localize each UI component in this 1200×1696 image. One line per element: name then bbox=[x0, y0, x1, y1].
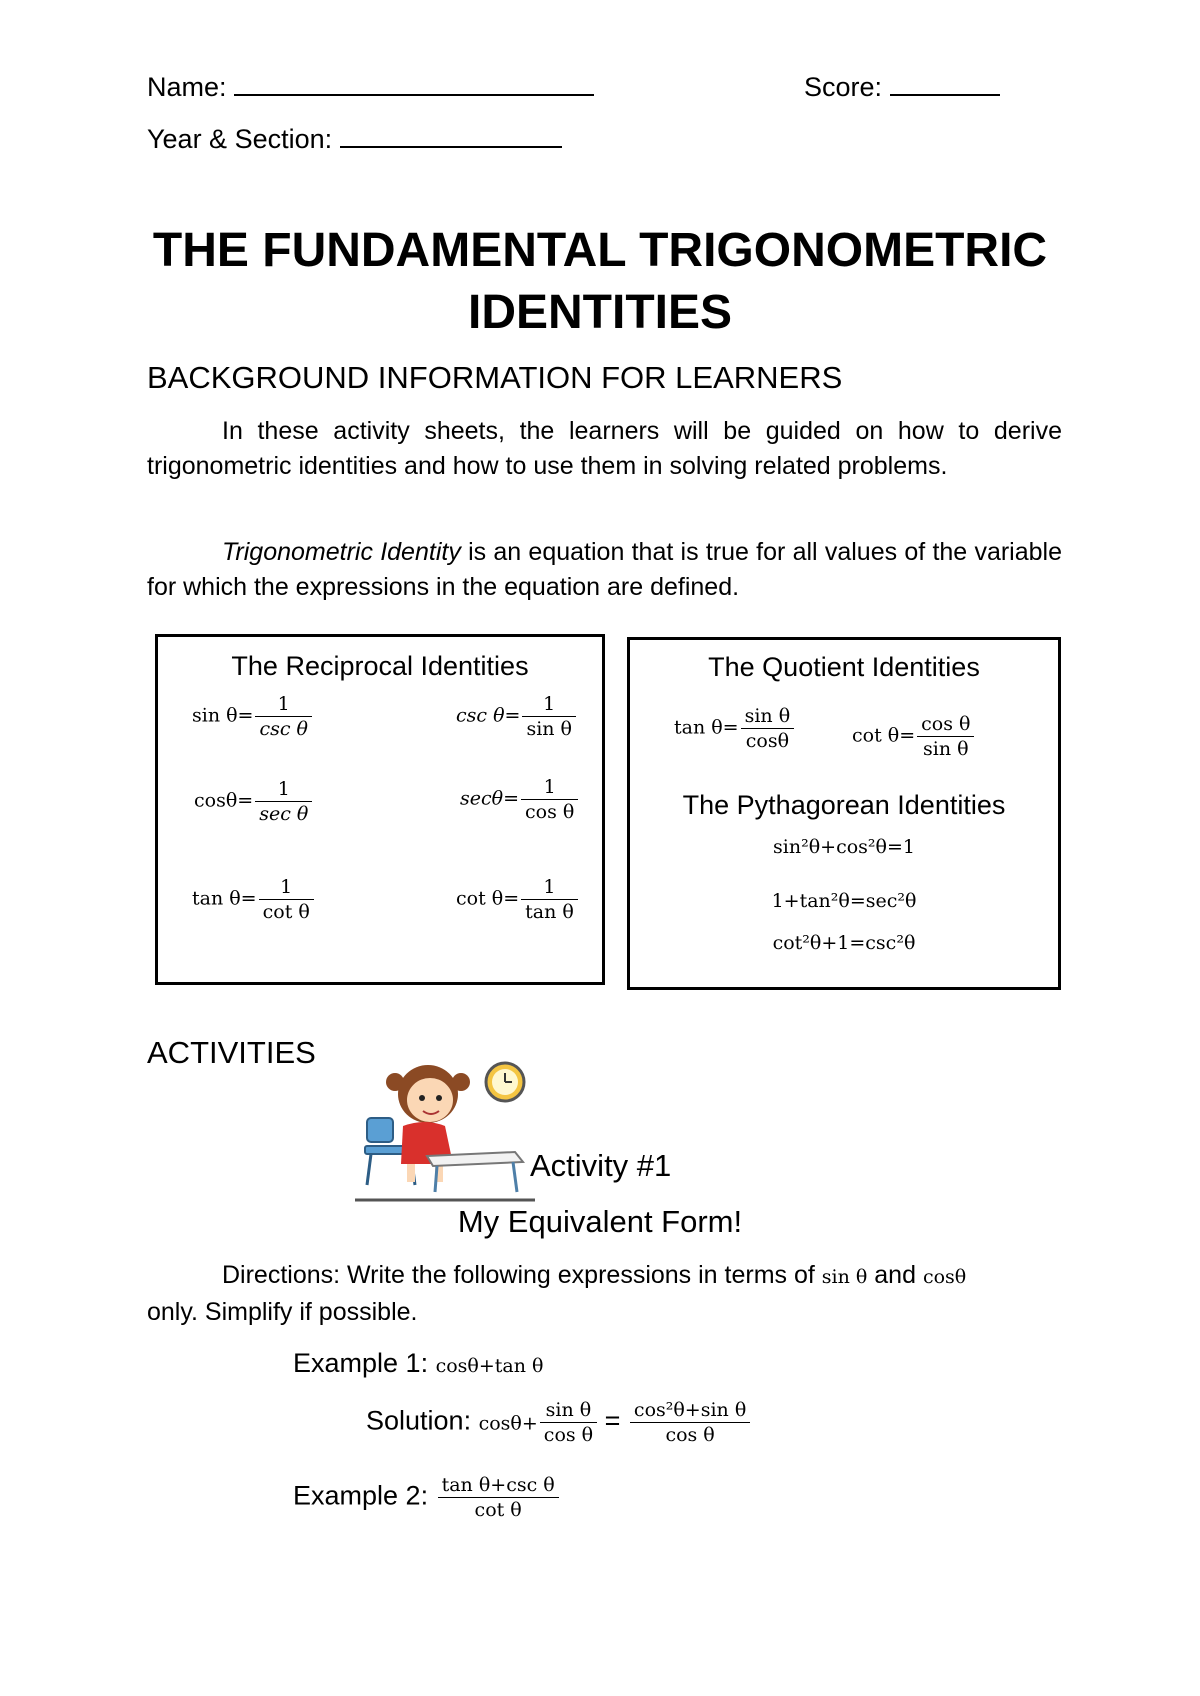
reciprocal-identities-box bbox=[155, 634, 605, 985]
example-2 bbox=[293, 1473, 559, 1522]
identity-csc-reciprocal bbox=[456, 692, 576, 741]
denominator: cos θ bbox=[543, 1424, 594, 1446]
example-2-label: Example 2: bbox=[293, 1480, 429, 1511]
denominator: cot θ bbox=[262, 901, 310, 923]
example-2-fraction bbox=[438, 1473, 559, 1522]
desk-icon bbox=[355, 1152, 535, 1200]
solution-lhs: cosθ+ bbox=[478, 1412, 538, 1435]
denominator: csc θ bbox=[259, 718, 308, 740]
score-label: Score: bbox=[804, 72, 883, 102]
background-paragraph-1: In these activity sheets, the learners will be guided on how to derive trigonometric identities and how to use them in solving related problems. bbox=[147, 417, 1062, 480]
identity-tan-reciprocal bbox=[192, 875, 314, 924]
directions-cos: cosθ bbox=[922, 1266, 967, 1288]
lhs: secθ= bbox=[460, 787, 519, 810]
solution-label: Solution: bbox=[366, 1405, 472, 1436]
example-1 bbox=[293, 1348, 543, 1379]
activities-heading: ACTIVITIES bbox=[147, 1035, 316, 1070]
denominator: cosθ bbox=[745, 730, 790, 752]
denominator: cos θ bbox=[525, 801, 575, 823]
lhs: cot θ= bbox=[852, 724, 916, 747]
identity-cot-quotient bbox=[852, 712, 974, 761]
identity-sin-reciprocal bbox=[192, 692, 312, 741]
year-section-blank[interactable] bbox=[340, 124, 562, 148]
pythagorean-identity-2: 1+tan²θ=sec²θ bbox=[771, 890, 917, 912]
score-field[interactable] bbox=[804, 72, 1000, 103]
activity-title: My Equivalent Form! bbox=[457, 1204, 743, 1239]
denominator: sec θ bbox=[259, 803, 309, 825]
lhs: sin θ= bbox=[192, 704, 254, 727]
background-paragraph-2 bbox=[147, 535, 1062, 605]
year-section-label: Year & Section: bbox=[147, 124, 333, 154]
lhs: cosθ= bbox=[194, 789, 254, 812]
girl-studying-illustration bbox=[355, 1060, 535, 1205]
page-title bbox=[100, 220, 1100, 344]
numerator: sin θ bbox=[540, 1398, 597, 1423]
numerator: cos²θ+sin θ bbox=[630, 1398, 750, 1423]
identity-term: Trigonometric Identity bbox=[222, 538, 461, 566]
denominator: sin θ bbox=[526, 718, 572, 740]
reciprocal-title: The Reciprocal Identities bbox=[231, 651, 529, 681]
background-heading: BACKGROUND INFORMATION FOR LEARNERS bbox=[147, 360, 843, 395]
denominator: sin θ bbox=[923, 738, 969, 760]
numerator: 1 bbox=[521, 875, 578, 900]
quotient-title: The Quotient Identities bbox=[708, 652, 980, 682]
clock-icon bbox=[486, 1063, 524, 1101]
directions bbox=[147, 1258, 1062, 1330]
numerator: cos θ bbox=[917, 712, 974, 737]
year-section-field[interactable] bbox=[147, 124, 562, 155]
lhs: tan θ= bbox=[192, 887, 257, 910]
directions-and: and bbox=[874, 1261, 916, 1289]
name-blank[interactable] bbox=[234, 72, 594, 96]
identity-sec-reciprocal bbox=[460, 775, 578, 824]
title-line-1: THE FUNDAMENTAL TRIGONOMETRIC bbox=[152, 224, 1048, 277]
solution-fraction-1 bbox=[540, 1398, 597, 1447]
example-1-label: Example 1: bbox=[293, 1348, 429, 1378]
denominator: cot θ bbox=[474, 1499, 522, 1521]
directions-text: Directions: Write the following expressions in terms of bbox=[222, 1261, 815, 1289]
denominator: tan θ bbox=[525, 901, 574, 923]
numerator: sin θ bbox=[741, 704, 795, 729]
lhs: tan θ= bbox=[674, 716, 739, 739]
name-label: Name: bbox=[147, 72, 227, 102]
lhs: cot θ= bbox=[456, 887, 520, 910]
activity-number: Activity #1 bbox=[530, 1148, 672, 1183]
pythagorean-identity-3: cot²θ+1=csc²θ bbox=[772, 932, 916, 954]
solution-equals: = bbox=[604, 1405, 621, 1436]
numerator: tan θ+csc θ bbox=[438, 1473, 559, 1498]
identity-cot-reciprocal bbox=[456, 875, 578, 924]
title-line-2: IDENTITIES bbox=[467, 286, 733, 339]
score-blank[interactable] bbox=[890, 72, 1000, 96]
identity-cos-reciprocal bbox=[194, 777, 312, 826]
numerator: 1 bbox=[522, 692, 576, 717]
directions-text-2: only. Simplify if possible. bbox=[147, 1298, 418, 1326]
numerator: 1 bbox=[521, 775, 578, 800]
directions-sin: sin θ bbox=[821, 1266, 868, 1288]
example-1-expression: cosθ+tan θ bbox=[435, 1355, 544, 1377]
pythagorean-title: The Pythagorean Identities bbox=[682, 790, 1006, 820]
quotient-pythagorean-box bbox=[627, 637, 1061, 990]
numerator: 1 bbox=[259, 875, 314, 900]
name-field[interactable] bbox=[147, 72, 594, 103]
identity-definition: is an equation that is true for all values of the variable for which the expressions in the equation are defined. bbox=[147, 538, 1063, 601]
denominator: cos θ bbox=[665, 1424, 715, 1446]
numerator: 1 bbox=[255, 777, 312, 802]
solution bbox=[366, 1398, 750, 1447]
pythagorean-identity-1: sin²θ+cos²θ=1 bbox=[773, 836, 915, 858]
lhs: csc θ= bbox=[456, 704, 521, 727]
solution-fraction-2 bbox=[630, 1398, 750, 1447]
identity-tan-quotient bbox=[674, 704, 794, 753]
numerator: 1 bbox=[255, 692, 312, 717]
